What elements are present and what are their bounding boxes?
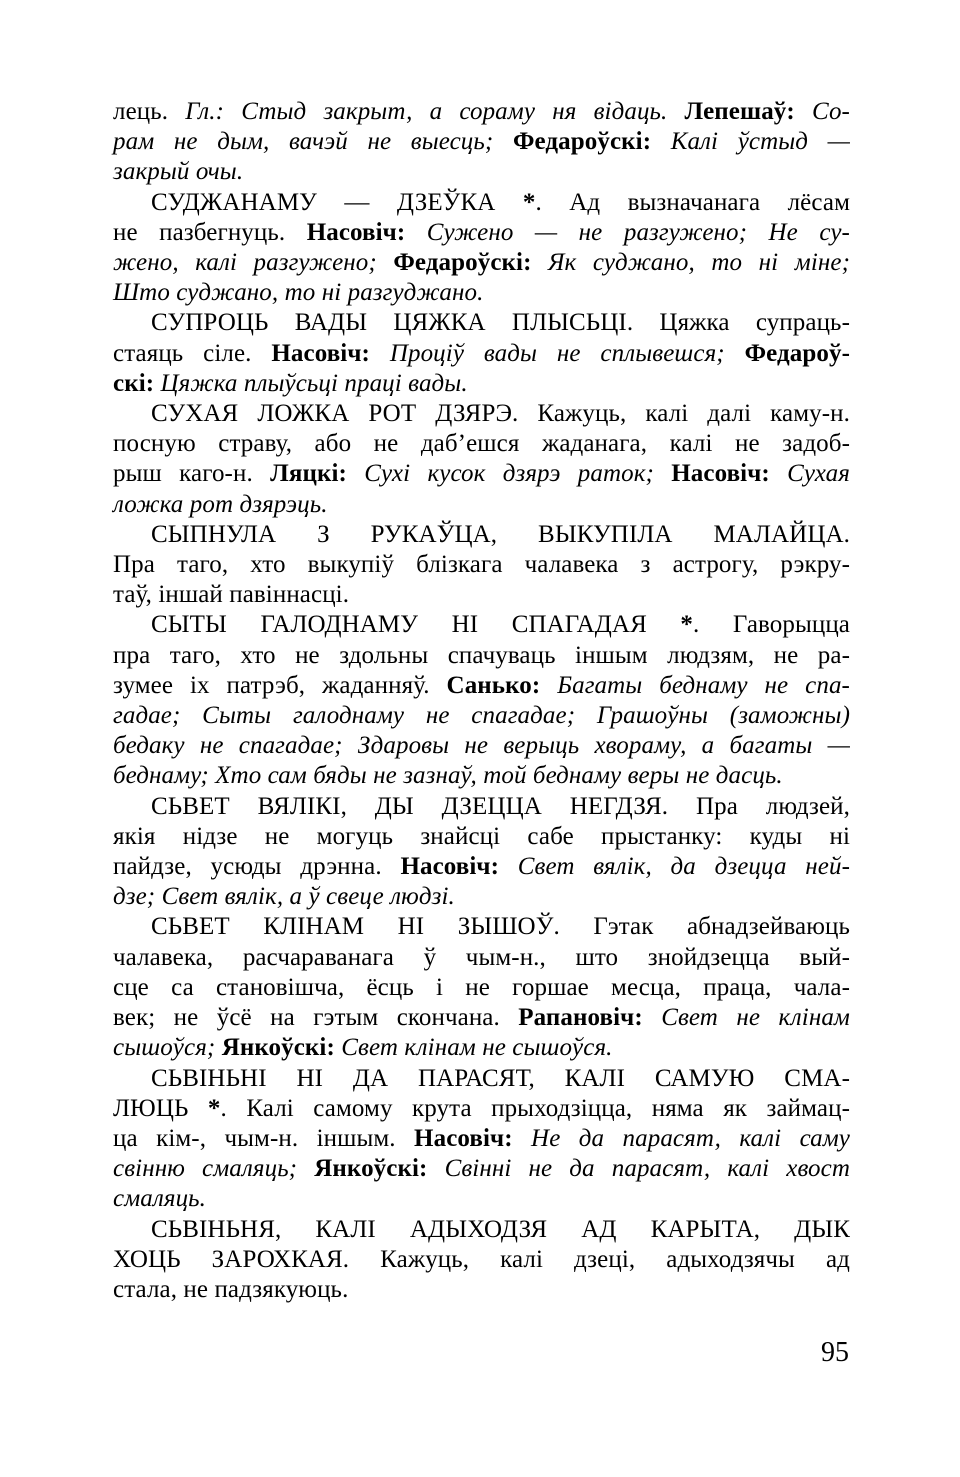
text-line (113, 822, 850, 852)
body-text: СЬВЕТ КЛІНАМ НІ ЗЫШОЎ. Гэтак абнадзейваюць (151, 913, 850, 941)
source-name: скі: (113, 369, 161, 397)
source-name: Насовіч: (414, 1124, 532, 1152)
proverb-text: сышоўся; (113, 1034, 222, 1062)
body-text: СЫПНУЛА З РУКАЎЦА, ВЫКУПІЛА МАЛАЙЦА. (151, 520, 850, 548)
proverb-text: Не да парасят, калі саму (531, 1124, 850, 1152)
text-line (113, 1094, 850, 1124)
proverb-text: смаляць. (113, 1185, 206, 1213)
body-text: стаяць сіле. (113, 339, 272, 367)
body-text: рыш каго-н. (113, 460, 271, 488)
text-line (113, 127, 850, 157)
entry-svinnya-kali-adykhodzya (113, 1215, 850, 1306)
text-line (113, 701, 850, 731)
body-text: СЬВЕТ ВЯЛІКІ, ДЫ ДЗЕЦЦА НЕГДЗЯ. Пра людзей, (151, 792, 850, 820)
text-line (113, 188, 850, 218)
body-text: чалавека, расчараванага ў чым-н., што знойдзецца вый- (113, 943, 850, 971)
text-line (113, 1275, 850, 1305)
body-text: якія нідзе не могуць знайсці сабе прыстанку: куды ні (113, 822, 850, 850)
text-line (113, 641, 850, 671)
entry-svet-vyaliki (113, 792, 850, 913)
proverb-text: свінню смаляць; (113, 1155, 315, 1183)
proverb-text: беднаму; Хто сам бяды не зазнаў, той беднаму веры не дасць. (113, 762, 783, 790)
source-name: Ляцкі: (270, 460, 365, 488)
source-name: Федароўскі: (393, 249, 549, 277)
text-line (113, 580, 850, 610)
text-line (113, 97, 850, 127)
body-text: СЫТЫ ГАЛОДНАМУ НІ СПАГАДАЯ (151, 611, 681, 639)
text-line (113, 1215, 850, 1245)
entry-sypnula (113, 520, 850, 611)
body-text: СЬВІНЬНІ НІ ДА ПАРАСЯТ, КАЛІ САМУЮ СМА- (151, 1064, 850, 1092)
body-text: . Гаворыцца (693, 611, 851, 639)
body-text: ЛЮЦЬ (113, 1094, 208, 1122)
body-text: Пра таго, хто выкупіў блізкага чалавека з астрогу, рэкру- (113, 551, 850, 579)
text-line (113, 429, 850, 459)
source-name: * (207, 1094, 221, 1122)
source-name: * (680, 611, 693, 639)
source-name: Лепешаў: (684, 98, 813, 125)
body-text: сце са становішча, ёсць і не горшае месца, праца, чала- (113, 973, 850, 1001)
proverb-text: рам не дым, вачэй не выесць; (113, 128, 513, 156)
text-line (113, 369, 850, 399)
text-line (113, 792, 850, 822)
text-line (113, 973, 850, 1003)
text-line (113, 399, 850, 429)
body-text: лець. (113, 98, 186, 125)
body-text: век; не ўсё на гэтым скончана. (113, 1004, 519, 1032)
source-name: Санько: (446, 671, 558, 699)
body-text: таў, іншай павіннасці. (113, 581, 350, 609)
page-number: 95 (821, 1337, 849, 1368)
proverb-text: дзе; Свет вялік, а ў свеце людзі. (113, 883, 455, 911)
text-line (113, 1184, 850, 1214)
text-line (113, 912, 850, 942)
entry-svet-klinam (113, 912, 850, 1063)
entry-svinni-ni-da-parasyat (113, 1064, 850, 1215)
proverb-text: ложка рот дзярэць. (113, 490, 328, 518)
proverb-text: Свінні не да парасят, калі хвост (444, 1155, 851, 1183)
proverb-text: Свет вялік, да дзецца ней- (517, 853, 851, 881)
source-name: Насовіч: (400, 853, 518, 881)
body-text: СЬВІНЬНЯ, КАЛІ АДЫХОДЗЯ АД КАРЫТА, ДЫК (151, 1215, 850, 1243)
proverb-text: Сужено — не разгужено; Не су- (426, 218, 850, 246)
text-line (113, 1003, 850, 1033)
source-name: * (522, 188, 536, 216)
text-line (113, 520, 850, 550)
body-text: СУХАЯ ЛОЖКА РОТ ДЗЯРЭ. Кажуць, калі далі каму-н. (151, 400, 850, 428)
source-name: Янкоўскі: (221, 1034, 342, 1062)
text-line (113, 218, 850, 248)
text-line (113, 339, 850, 369)
body-text: СУДЖАНАМУ — ДЗЕЎКА (151, 188, 523, 216)
source-name: Янкоўскі: (314, 1155, 445, 1183)
body-text: стала, не падзякуюць. (113, 1275, 349, 1303)
source-name: Насовіч: (271, 339, 390, 367)
text-line (113, 490, 850, 520)
body-text: пайдзе, усюды дрэнна. (113, 853, 401, 881)
proverb-text: Як суджано, то ні міне; (548, 249, 850, 277)
body-text: . Калі самому крута прыходзіцца, няма як займац- (220, 1094, 850, 1122)
proverb-text: Свет клінам не сышоўся. (341, 1034, 613, 1062)
proverb-text: закрый очы. (113, 158, 244, 186)
text-line (113, 1124, 850, 1154)
proverb-text: Проціў вады не сплывешся; (389, 339, 745, 367)
proverb-text: жено, калі разгужено; (113, 249, 394, 277)
body-text: посную страву, або не даб’ешся жаданага, калі не задоб- (113, 430, 850, 458)
text-line (113, 671, 850, 701)
source-name: Насовіч: (306, 218, 427, 246)
text-line (113, 610, 850, 640)
proverb-text: Сухі кусок дзярэ раток; (364, 460, 672, 488)
proverb-text: Цяжка плыўсьці праці вады. (160, 369, 468, 397)
entry-suprots-vady (113, 308, 850, 399)
proverb-text: гадае; Сыты галоднаму не спагадае; Грашоўны (заможны) (113, 702, 850, 730)
source-name: Федароўскі: (512, 128, 671, 156)
text-line (113, 731, 850, 761)
entry-syty-galodnamu (113, 610, 850, 791)
text-line (113, 459, 850, 489)
text-line (113, 882, 850, 912)
body-text: ца кім-, чым-н. іншым. (113, 1124, 415, 1152)
proverb-text: Со- (812, 98, 850, 125)
text-line (113, 157, 850, 187)
text-line (113, 1064, 850, 1094)
source-name: Насовіч: (671, 460, 788, 488)
body-text: ХОЦЬ ЗАРОХКАЯ. Кажуць, калі дзеці, адыходзячы ад (113, 1245, 850, 1273)
entry-sukhaya-lozhka (113, 399, 850, 520)
entry-sudzhanamu (113, 188, 850, 309)
text-line (113, 278, 850, 308)
text-line (113, 550, 850, 580)
body-text: не пазбегнуць. (113, 218, 307, 246)
text-line (113, 852, 850, 882)
text-line (113, 248, 850, 278)
proverb-text: Гл.: Стыд закрыт, а сораму ня відаць. (185, 98, 685, 125)
body-text: СУПРОЦЬ ВАДЫ ЦЯЖКА ПЛЫСЬЦІ. Цяжка супраць- (151, 309, 850, 337)
entry-continuation (113, 97, 850, 188)
text-line (113, 1154, 850, 1184)
proverb-text: Сухая (787, 460, 850, 488)
proverb-text: Багаты беднаму не спа- (557, 671, 850, 699)
body-text: зумее іх патрэб, жаданняў. (113, 671, 447, 699)
text-line (113, 761, 850, 791)
source-name: Рапановіч: (518, 1004, 662, 1032)
text-block (113, 97, 850, 1305)
proverb-text: Калі ўстыд — (670, 128, 851, 156)
body-text: пра таго, хто не здольны спачуваць іншым людзям, не ра- (113, 641, 850, 669)
text-line (113, 943, 850, 973)
text-line (113, 1033, 850, 1063)
text-line (113, 1245, 850, 1275)
body-text: . Ад вызначанага лёсам (535, 188, 850, 216)
proverb-text: бедаку не спагадае; Здаровы не верыць хвораму, а багаты — (113, 732, 850, 760)
proverb-text: Свет не клінам (661, 1004, 850, 1032)
source-name: Федароў- (744, 339, 850, 367)
text-line (113, 308, 850, 338)
proverb-text: Што суджано, то ні разгуджано. (113, 279, 484, 307)
